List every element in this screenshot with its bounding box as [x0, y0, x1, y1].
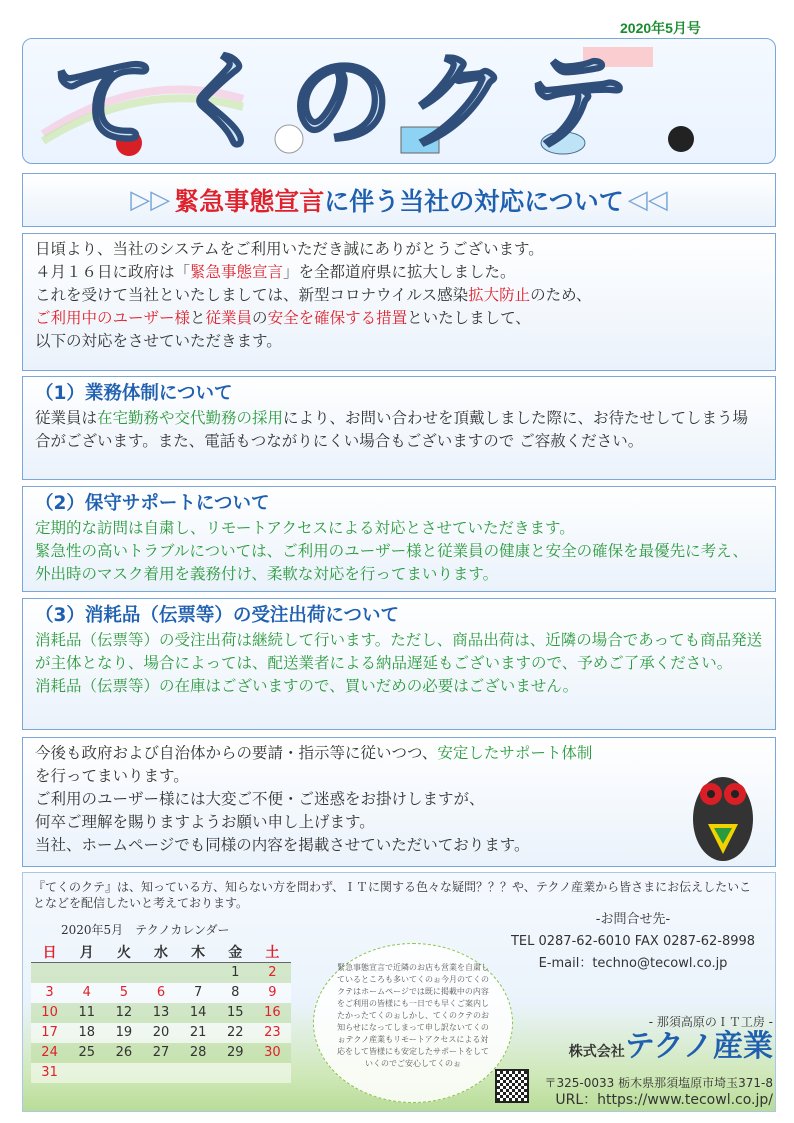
section-title: （1）業務体制について — [35, 383, 233, 404]
section-text: 消耗品（伝票等）の受注出荷は継続して行います。ただし、商品出荷は、近隣の場合であっても商品発送が主体となり、場合によっては、配送業者による納品遅延もございますので、予めご了承ください。 — [35, 631, 763, 672]
calendar-day: 28 — [180, 1043, 217, 1063]
section-text: 定期的な訪問は自粛し、リモートアクセスによる対応とさせていただきます。 — [35, 519, 575, 537]
calendar-day: 8 — [217, 983, 254, 1003]
calendar-day: 27 — [142, 1043, 179, 1063]
calendar-day — [105, 1063, 142, 1083]
calendar-day — [142, 963, 179, 983]
triangle-left-icon: ◁◁ — [627, 185, 668, 215]
calendar-day — [180, 1063, 217, 1083]
calendar-week — [31, 1063, 291, 1083]
company-name: 株式会社テクノ産業 — [568, 1029, 773, 1064]
section-text: 消耗品（伝票等）の在庫はございますので、買いだめの必要はございません。 — [35, 677, 579, 695]
mascot-message: 緊急事態宣言で近隣のお店も営業を自粛しているところも多いてくのぉ今月のてくのクテはホームページでは既に掲載中の内容をご利用の皆様にも一日でも早くご案内したかったてくのぉしかし、てくのクテのお知らせになってしまって申し訳ないてくのぉテクノ産業もリモートアクセスによる対応をして皆様にも安定したサポートをしていくのでご安心してくのぉ — [313, 943, 513, 1103]
calendar-day: 11 — [68, 1003, 105, 1023]
contact-tel: TEL 0287-62-6010 FAX 0287-62-8998 — [510, 934, 756, 949]
section-supplies — [22, 598, 776, 730]
intro-line: ご利用中のユーザー様と従業員の安全を確保する措置といたしまして、 — [35, 309, 531, 327]
calendar-day: 10 — [31, 1003, 68, 1023]
calendar — [31, 921, 299, 1083]
closing-line: 今後も政府および自治体からの要請・指示等に従いつつ、安定したサポート体制 — [35, 744, 593, 762]
day-header: 木 — [180, 942, 217, 963]
closing-line: 当社、ホームページでも同様の内容を掲載させていただいております。 — [35, 836, 530, 854]
calendar-day — [68, 963, 105, 983]
calendar-day: 14 — [180, 1003, 217, 1023]
calendar-day: 1 — [217, 963, 254, 983]
calendar-day: 3 — [31, 983, 68, 1003]
section-title: （3）消耗品（伝票等）の受注出荷について — [35, 605, 400, 626]
calendar-day: 31 — [31, 1063, 68, 1083]
intro-line: これを受けて当社といたしましては、新型コロナウイルス感染拡大防止のため、 — [35, 286, 592, 304]
owl-mascot-icon — [688, 764, 758, 864]
calendar-day — [254, 1063, 291, 1083]
calendar-day — [105, 963, 142, 983]
section-maintenance — [22, 486, 776, 592]
headline-red: 緊急事態宣言 — [174, 187, 325, 216]
intro-box — [22, 233, 776, 371]
company-url[interactable]: URL：https://www.tecowl.co.jp/ — [555, 1092, 773, 1108]
calendar-day: 17 — [31, 1023, 68, 1043]
footer — [22, 872, 776, 1112]
day-header: 金 — [217, 942, 254, 963]
contact-email[interactable]: E-mail：techno@tecowl.co.jp — [538, 956, 728, 971]
closing-line: 何卒ご理解を賜りますようお願い申し上げます。 — [35, 813, 375, 831]
company-info — [493, 1013, 773, 1109]
section-text: 緊急性の高いトラブルについては、ご利用のユーザー様と従業員の健康と安全の確保を最優先に考え、 外出時のマスク着用を義務付け、柔軟な対応を行ってまいります。 — [35, 542, 749, 583]
calendar-day: 4 — [68, 983, 105, 1003]
calendar-week — [31, 963, 291, 983]
calendar-day: 13 — [142, 1003, 179, 1023]
calendar-day — [217, 1063, 254, 1083]
day-header: 土 — [254, 942, 291, 963]
calendar-day: 20 — [142, 1023, 179, 1043]
intro-line: 日頃より、当社のシステムをご利用いただき誠にありがとうございます。 — [35, 240, 544, 258]
contact-title: -お問合せ先- — [595, 912, 671, 927]
triangle-right-icon: ▷▷ — [130, 185, 171, 215]
day-header: 月 — [68, 942, 105, 963]
calendar-day — [142, 1063, 179, 1083]
calendar-day: 24 — [31, 1043, 68, 1063]
calendar-day: 7 — [180, 983, 217, 1003]
calendar-day: 16 — [254, 1003, 291, 1023]
day-header: 日 — [31, 942, 68, 963]
calendar-day: 30 — [254, 1043, 291, 1063]
calendar-table — [31, 942, 291, 1083]
calendar-week — [31, 1023, 291, 1043]
footer-intro: 『てくのクテ』は、知っている方、知らない方を問わず、ＩＴに関する色々な疑問？？？や、テクノ産業から皆さまにお伝えしたいことなどを配信したいと考えております。 — [33, 880, 752, 910]
calendar-week — [31, 1003, 291, 1023]
day-header: 火 — [105, 942, 142, 963]
closing-line: ご利用のユーザー様には大変ご不便・ご迷惑をお掛けしますが、 — [35, 790, 485, 808]
contact-info — [493, 909, 773, 975]
calendar-week — [31, 983, 291, 1003]
newsletter-logo: てくのクテ — [53, 41, 644, 163]
intro-line: ４月１６日に政府は「緊急事態宣言」を全都道府県に拡大しました。 — [35, 263, 516, 281]
calendar-day: 5 — [105, 983, 142, 1003]
calendar-day: 2 — [254, 963, 291, 983]
section-text: 従業員は在宅勤務や交代勤務の採用により、お問い合わせを頂戴しました際に、お待たせしてしまう場合がございます。また、電話もつながりにくい場合もございますので ご容赦ください。 — [35, 409, 749, 450]
headline-banner — [22, 173, 776, 227]
calendar-day: 9 — [254, 983, 291, 1003]
calendar-day: 23 — [254, 1023, 291, 1043]
calendar-day: 15 — [217, 1003, 254, 1023]
calendar-day — [180, 963, 217, 983]
company-tagline: - 那須高原のＩＴ工房 - — [648, 1015, 773, 1029]
calendar-day: 26 — [105, 1043, 142, 1063]
issue-label: 2020年5月号 — [620, 20, 701, 36]
closing-box — [22, 737, 776, 867]
headline-blue: に伴う当社の対応について — [324, 187, 624, 216]
calendar-day: 6 — [142, 983, 179, 1003]
intro-line: 以下の対応をさせていただきます。 — [35, 332, 282, 350]
section-work-system — [22, 376, 776, 480]
day-header: 水 — [142, 942, 179, 963]
section-title: （2）保守サポートについて — [35, 493, 270, 514]
calendar-day: 22 — [217, 1023, 254, 1043]
closing-line: を行ってまいります。 — [35, 767, 189, 785]
calendar-day: 19 — [105, 1023, 142, 1043]
qr-code-icon[interactable] — [495, 1069, 529, 1103]
calendar-day: 29 — [217, 1043, 254, 1063]
company-address: 〒325-0033 栃木県那須塩原市埼玉371-8 — [544, 1076, 773, 1090]
calendar-day: 25 — [68, 1043, 105, 1063]
calendar-day: 21 — [180, 1023, 217, 1043]
calendar-day — [68, 1063, 105, 1083]
calendar-day: 18 — [68, 1023, 105, 1043]
calendar-day: 12 — [105, 1003, 142, 1023]
newsletter-header — [22, 38, 776, 164]
calendar-title: 2020年5月 テクノカレンダー — [61, 923, 230, 937]
calendar-week — [31, 1043, 291, 1063]
calendar-day — [31, 963, 68, 983]
